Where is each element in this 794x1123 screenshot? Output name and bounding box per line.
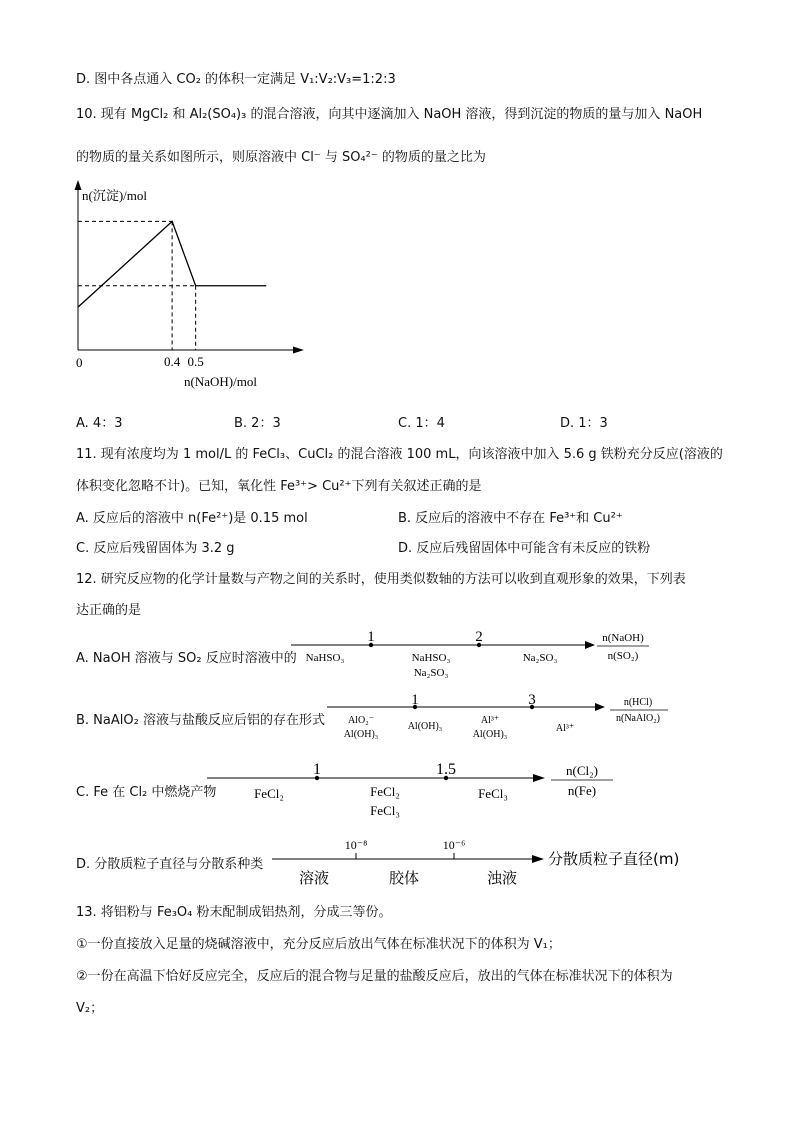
origin-label: 0 [76, 355, 83, 370]
q12-stem-line2: 达正确的是 [76, 603, 142, 618]
q12-d-axis-label: 分散质粒子直径(m) [548, 850, 680, 868]
q12-b-label: B. NaAlO₂ 溶液与盐酸反应后铝的存在形式 [76, 713, 325, 728]
q12-c-ratio-top: n(Cl₂) [566, 763, 598, 778]
q12-b-tick-3: 3 [528, 692, 536, 708]
q12-d-numberline [270, 833, 710, 893]
q12-c-region-1: FeCl₂ [254, 786, 284, 801]
x-tick-label: 0.4 [163, 354, 181, 369]
y-axis-arrow [75, 180, 82, 190]
q13-stem-line1: 13. 将铝粉与 Fe₃O₄ 粉末配制成铝热剂，分成三等份。 [76, 905, 392, 920]
x-tick-label: 0.5 [187, 354, 204, 369]
q12-a-region-3: Na₂SO₃ [522, 652, 558, 664]
q12-d-region-suspension: 浊液 [486, 869, 518, 887]
q12-b-tick-1: 1 [411, 692, 419, 708]
q12-b-numberline [325, 690, 675, 746]
q12-a-region-2a: NaHSO₃ [411, 652, 451, 664]
y-axis-label: n(沉淀)/mol [82, 188, 147, 203]
q12-c-ratio-bottom: n(Fe) [567, 783, 597, 798]
q12-b-region-3a: Al³⁺ [480, 715, 500, 726]
q12-a-tick-2: 2 [475, 629, 483, 645]
q12-c-tick-15: 1.5 [436, 761, 456, 778]
q11-stem-line2: 体积变化忽略不计)。已知，氧化性 Fe³⁺> Cu²⁺下列有关叙述正确的是 [76, 479, 482, 494]
q9-option-d: D. 图中各点通入 CO₂ 的体积一定满足 V₁:V₂:V₃=1:2:3 [76, 72, 396, 87]
q12-c-label: C. Fe 在 Cl₂ 中燃烧产物 [76, 785, 217, 800]
x-axis-arrow [293, 347, 304, 354]
q12-c-region-2a: FeCl₂ [370, 784, 400, 799]
q12-c-region-3: FeCl₃ [478, 786, 508, 801]
q12-c-numberline [205, 755, 620, 823]
q12-a-tick-1: 1 [367, 629, 375, 645]
q12-b-region-1b: Al(OH)₃ [343, 729, 379, 740]
q13-item-2-line2: V₂； [76, 1001, 104, 1016]
q11-option-a: A. 反应后的溶液中 n(Fe²⁺)是 0.15 mol [76, 511, 308, 526]
q12-d-tick-1e-8: 10⁻⁸ [344, 838, 368, 852]
x-axis-label: n(NaOH)/mol [184, 374, 257, 389]
q11-stem-line1: 11. 现有浓度均为 1 mol/L 的 FeCl₃、CuCl₂ 的混合溶液 100 mL，向该溶液中加入 5.6 g 铁粉充分反应(溶液的 [76, 447, 723, 462]
q12-d-tick-1e-6: 10⁻⁶ [442, 838, 466, 852]
q12-d-label: D. 分散质粒子直径与分散系种类 [76, 857, 264, 872]
q12-b-region-4: Al³⁺ [555, 723, 575, 734]
q10-option-c: C. 1：4 [398, 416, 445, 431]
q10-option-b: B. 2：3 [234, 416, 281, 431]
q11-option-c: C. 反应后残留固体为 3.2 g [76, 541, 235, 556]
q12-d-region-colloid: 胶体 [388, 869, 420, 887]
q12-b-region-3b: Al(OH)₃ [472, 729, 508, 740]
q12-a-label: A. NaOH 溶液与 SO₂ 反应时溶液中的 [76, 651, 297, 666]
q12-a-region-1: NaHSO₃ [305, 652, 345, 664]
q12-b-region-1a: AlO₂⁻ [348, 715, 374, 726]
q12-a-ratio-top: n(NaOH) [602, 632, 644, 644]
q12-a-region-2b: Na₂SO₃ [413, 667, 449, 679]
q10-stem-line2: 的物质的量关系如图所示，则原溶液中 Cl⁻ 与 SO₄²⁻ 的物质的量之比为 [76, 150, 486, 165]
q12-b-region-2: Al(OH)₃ [407, 721, 443, 732]
q12-a-ratio-bottom: n(SO₂) [607, 650, 639, 662]
q10-option-a: A. 4：3 [76, 416, 123, 431]
q13-item-1: ①一份直接放入足量的烧碱溶液中，充分反应后放出气体在标准状况下的体积为 V₁； [76, 937, 561, 952]
q11-option-b: B. 反应后的溶液中不存在 Fe³⁺和 Cu²⁺ [398, 511, 623, 526]
q13-item-2-line1: ②一份在高温下恰好反应完全，反应后的混合物与足量的盐酸反应后，放出的气体在标准状况下的体积为 [76, 969, 673, 984]
q12-c-tick-1: 1 [313, 761, 321, 778]
q10-option-d: D. 1：3 [560, 416, 608, 431]
q11-option-d: D. 反应后残留固体中可能含有未反应的铁粉 [398, 541, 651, 556]
q12-stem-line1: 12. 研究反应物的化学计量数与产物之间的关系时，使用类似数轴的方法可以收到直观形象的效果，下列表 [76, 572, 686, 587]
q12-c-region-2b: FeCl₃ [370, 803, 400, 818]
q10-stem-line1: 10. 现有 MgCl₂ 和 Al₂(SO₄)₃ 的混合溶液，向其中逐滴加入 NaOH 溶液，得到沉淀的物质的量与加入 NaOH [76, 107, 703, 122]
q12-b-ratio-bottom: n(NaAlO₂) [615, 713, 661, 724]
q10-chart [60, 180, 310, 395]
q12-b-ratio-top: n(HCl) [623, 697, 653, 708]
q12-d-region-solution: 溶液 [298, 869, 330, 887]
q12-a-numberline [285, 626, 655, 684]
